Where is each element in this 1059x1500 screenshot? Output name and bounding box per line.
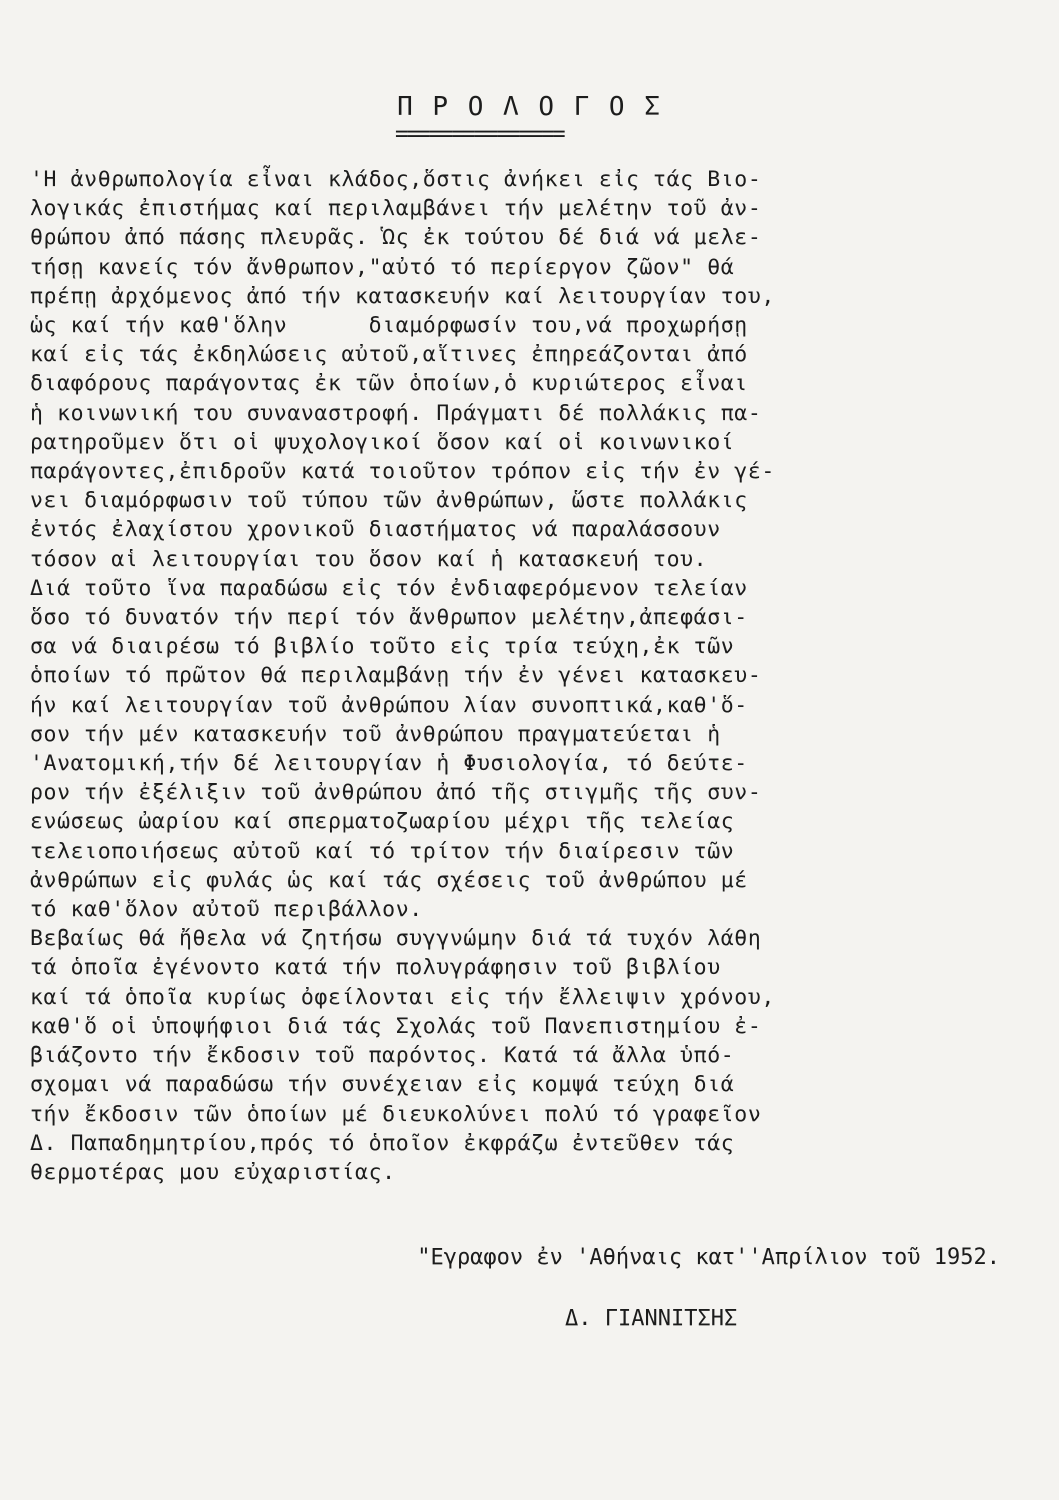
text-line: παράγοντες,ἐπιδροῦν κατά τοιοῦτον τρόπον εἰς τήν ἐν γέ-: [30, 459, 775, 485]
text-line: τό καθ'ὅλον αὐτοῦ περιβάλλον.: [30, 897, 423, 923]
text-line: 'Ανατομική,τήν δέ λειτουργίαν ἡ Φυσιολογία, τό δεύτε-: [30, 751, 748, 777]
title-underline: ===============: [395, 122, 564, 147]
date-line: "Εγραφον ἐν 'Αθήναις κατ''Απρίλιον τοῦ 1952.: [417, 1245, 1000, 1270]
text-line: ὅσο τό δυνατόν τήν περί τόν ἄνθρωπον μελέτην,ἀπεφάσι-: [30, 605, 748, 631]
text-line: ὡς καί τήν καθ'ὅλην διαμόρφωσίν του,νά προχωρήσῃ: [30, 313, 748, 339]
text-line: βιάζοντο τήν ἔκδοσιν τοῦ παρόντος. Κατά τά ἄλλα ὑπό-: [30, 1043, 735, 1069]
text-line: νει διαμόρφωσιν τοῦ τύπου τῶν ἀνθρώπων, ὥστε πολλάκις: [30, 488, 748, 514]
text-line: ενώσεως ὠαρίου καί σπερματοζωαρίου μέχρι τῆς τελείας: [30, 809, 735, 835]
signature: Δ. ΓΙΑΝΝΙΤΣΗΣ: [565, 1306, 738, 1331]
text-line: ρατηροῦμεν ὅτι οἱ ψυχολογικοί ὅσον καί οἱ κοινωνικοί: [30, 429, 735, 455]
text-line: Διά τοῦτο ἵνα παραδώσω εἰς τόν ἐνδιαφερόμενον τελείαν: [30, 575, 748, 601]
text-line: καί εἰς τάς ἐκδηλώσεις αὐτοῦ,αἵτινες ἐπηρεάζονται ἀπό: [30, 342, 748, 368]
text-line: σχομαι νά παραδώσω τήν συνέχειαν εἰς κομψά τεύχη διά: [30, 1072, 735, 1098]
text-line: διαφόρους παράγοντας ἐκ τῶν ὁποίων,ὁ κυριώτερος εἶναι: [30, 371, 748, 397]
text-line: τήσῃ κανείς τόν ἄνθρωπον,"αὐτό τό περίεργον ζῶον" θά: [30, 254, 735, 280]
text-line: 'Η ἀνθρωπολογία εἶναι κλάδος,ὅστις ἀνήκει εἰς τάς Βιο-: [30, 167, 762, 192]
text-line: ἡ κοινωνική του συναναστροφή. Πράγματι δέ πολλάκις πα-: [30, 400, 762, 426]
text-line: ήν καί λειτουργίαν τοῦ ἀνθρώπου λίαν συνοπτικά,καθ'ὅ-: [30, 692, 748, 718]
text-line: ἀνθρώπων εἰς φυλάς ὡς καί τάς σχέσεις τοῦ ἀνθρώπου μέ: [30, 867, 748, 893]
text-line: σον τήν μέν κατασκευήν τοῦ ἀνθρώπου πραγματεύεται ἡ: [30, 721, 721, 747]
text-line: τόσον αἱ λειτουργίαι του ὅσον καί ἡ κατασκευή του.: [30, 546, 708, 572]
text-line: τήν ἔκδοσιν τῶν ὁποίων μέ διευκολύνει πολύ τό γραφεῖον: [30, 1101, 762, 1127]
text-line: ἐντός ἐλαχίστου χρονικοῦ διαστήματος νά παραλάσσουν: [30, 517, 721, 543]
text-line: καθ'ὅ οἱ ὑποψήφιοι διά τάς Σχολάς τοῦ Πανεπιστημίου ἐ-: [30, 1013, 762, 1039]
text-line: Βεβαίως θά ἤθελα νά ζητήσω συγγνώμην διά τά τυχόν λάθη: [30, 926, 762, 952]
text-line: πρέπῃ ἀρχόμενος ἀπό τήν κατασκευήν καί λειτουργίαν του,: [30, 283, 775, 309]
page-title: Π Ρ Ο Λ Ο Γ Ο Σ: [397, 92, 662, 122]
text-line: τελειοποιήσεως αὐτοῦ καί τό τρίτον τήν διαίρεσιν τῶν: [30, 838, 735, 864]
text-line: Δ. Παπαδημητρίου,πρός τό ὁποῖον ἐκφράζω ἐντεῦθεν τάς: [30, 1130, 735, 1156]
text-line: θερμοτέρας μου εὐχαριστίας.: [30, 1159, 396, 1185]
text-line: τά ὁποῖα ἐγένοντο κατά τήν πολυγράφησιν τοῦ βιβλίου: [30, 955, 721, 981]
text-line: λογικάς ἐπιστήμας καί περιλαμβάνει τήν μελέτην τοῦ ἀν-: [30, 196, 762, 222]
text-line: σα νά διαιρέσω τό βιβλίο τοῦτο εἰς τρία τεύχη,ἐκ τῶν: [30, 634, 735, 660]
text-line: καί τά ὁποῖα κυρίως ὀφείλονται εἰς τήν ἔλλειψιν χρόνου,: [30, 984, 775, 1010]
text-line: θρώπου ἀπό πάσης πλευρᾶς. Ὡς ἐκ τούτου δέ διά νά μελε-: [30, 225, 762, 251]
text-line: ὁποίων τό πρῶτον θά περιλαμβάνῃ τήν ἐν γένει κατασκευ-: [30, 663, 762, 689]
preface-body: [30, 165, 1035, 1187]
text-line: ρον τήν ἐξέλιξιν τοῦ ἀνθρώπου ἀπό τῆς στιγμῆς τῆς συν-: [30, 780, 762, 806]
